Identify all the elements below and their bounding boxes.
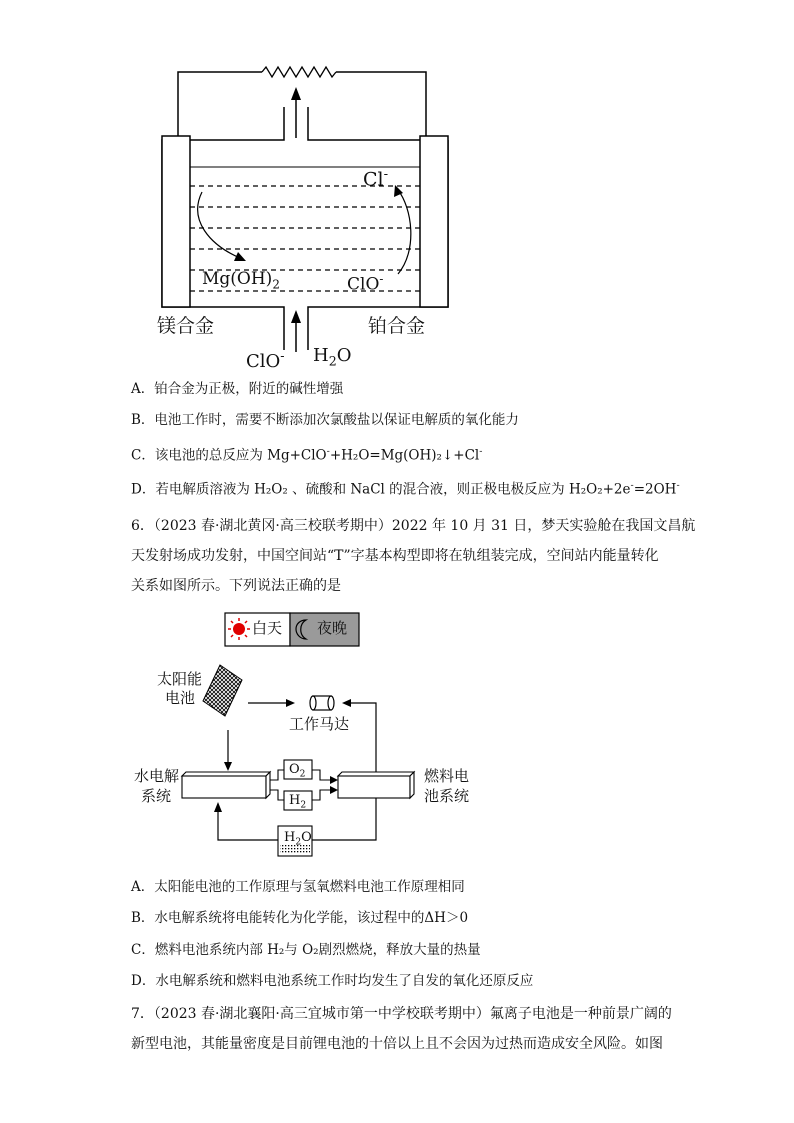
input-clo-label: ClO- <box>246 348 285 372</box>
mgoh2-label: $Mg(OH)_2$ <box>202 269 280 292</box>
o2-label: $O_2$ <box>289 762 306 780</box>
q6-option-c: C．燃料电池系统内部 H₂与 O₂剧烈燃烧，释放大量的热量 <box>131 942 481 958</box>
solar-panel-icon <box>203 665 242 716</box>
motor-label: 工作马达 <box>289 715 350 733</box>
pt-alloy-label: 铂合金 <box>368 315 426 337</box>
energy-diagram <box>150 608 490 868</box>
q5-option-b: B．电池工作时，需要不断添加次氯酸盐以保证电解质的氧化能力 <box>131 412 519 428</box>
q6-stem-line3: 关系如图所示。下列说法正确的是 <box>131 578 341 594</box>
fuel-cell-box <box>338 772 414 798</box>
q6-option-b: B．水电解系统将电能转化为化学能，该过程中的ΔH＞0 <box>131 910 469 926</box>
fuel-cell-label-2: 池系统 <box>424 787 470 805</box>
mg-alloy-label: 镁合金 <box>157 315 215 337</box>
input-h2o-label: $H_2O$ <box>313 345 352 369</box>
q6-option-d: D．水电解系统和燃料电池系统工作时均发生了自发的氧化还原反应 <box>131 973 534 989</box>
q6-stem-line2: 天发射场成功发射，中国空间站“T”字基本构型即将在轨组装完成，空间站内能量转化 <box>131 548 659 564</box>
q5-option-d: D．若电解质溶液为 H₂O₂ 、硫酸和 NaCl 的混合液，则正极电极反应为 H₂O₂+2e-=2OH- <box>131 480 680 498</box>
q5-option-a: A．铂合金为正极，附近的碱性增强 <box>131 381 344 397</box>
legend-day: 白天 <box>252 619 283 637</box>
fuel-cell-label: 燃料电 <box>424 767 470 785</box>
h2-label: $H_2$ <box>289 793 307 811</box>
motor-icon <box>310 696 334 710</box>
q5-option-c: C．该电池的总反应为 Mg+ClO-+H₂O=Mg(OH)₂↓+Cl- <box>131 446 483 464</box>
q7-stem-line1: 7．（2023 春·湖北襄阳·高三宜城市第一中学校联考期中）氟离子电池是一种前景广阔的 <box>131 1006 672 1022</box>
clo-ion-label: ClO- <box>347 272 384 295</box>
h2o-label: $H_2O$ <box>284 830 312 848</box>
electrolysis-label: 水电解 <box>134 767 180 785</box>
q6-stem-line1: 6．（2023 春·湖北黄冈·高三校联考期中）2022 年 10 月 31 日，梦天实验舱在我国文昌航 <box>131 518 696 534</box>
electrolysis-label-2: 系统 <box>141 787 172 805</box>
q6-option-a: A．太阳能电池的工作原理与氢氧燃料电池工作原理相同 <box>131 879 465 895</box>
cl-ion-label: Cl- <box>363 167 389 191</box>
solar-cell-label-2: 电池 <box>165 689 196 707</box>
electrolysis-box <box>182 772 270 798</box>
q7-stem-line2: 新型电池，其能量密度是目前锂电池的十倍以上且不会因为过热而造成安全风险。如图 <box>131 1036 663 1052</box>
legend-night: 夜晚 <box>317 619 348 637</box>
solar-cell-label: 太阳能 <box>157 670 203 688</box>
